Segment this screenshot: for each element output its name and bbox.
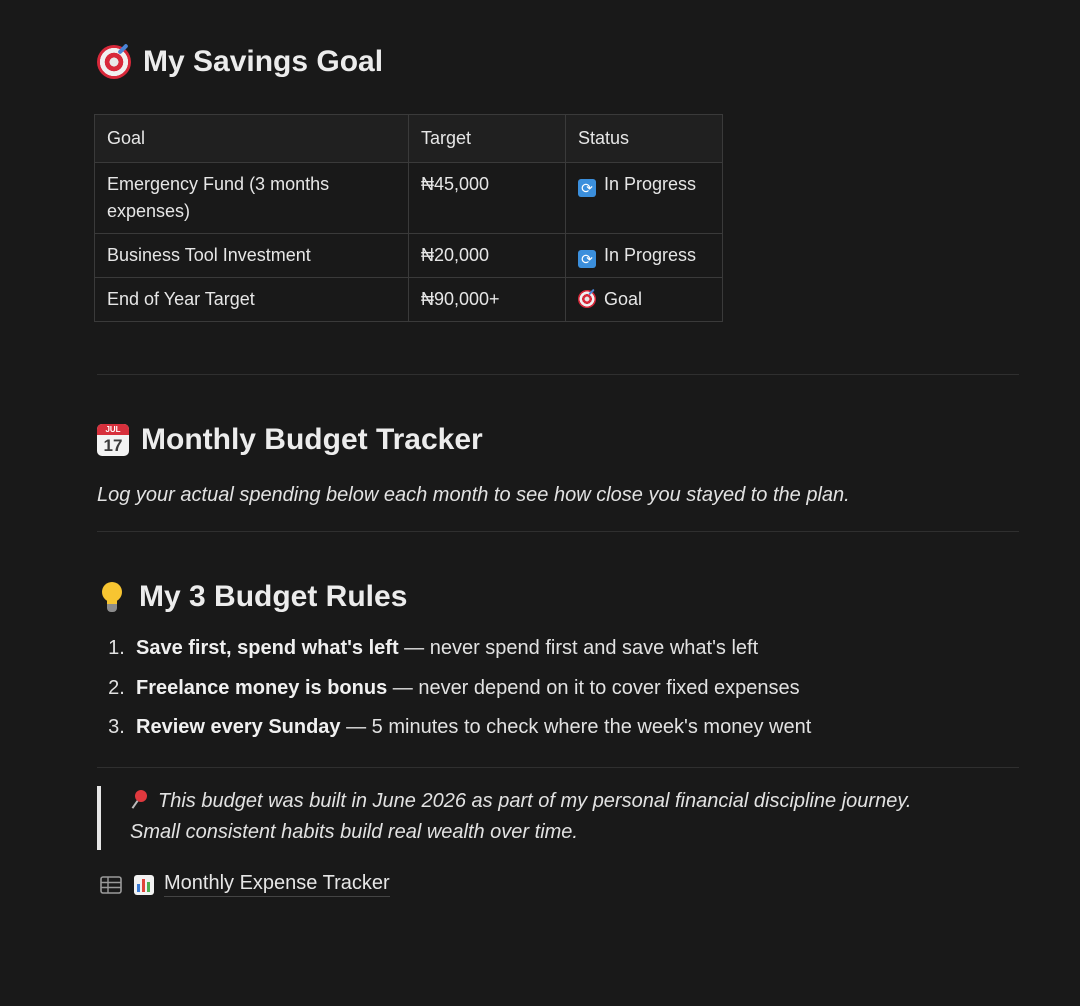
calendar-icon: [97, 424, 129, 456]
rule-rest: — never spend first and save what's left: [398, 637, 759, 659]
header-status[interactable]: Status: [566, 115, 723, 163]
rule-rest: — 5 minutes to check where the week's money went: [340, 716, 812, 738]
callout-quote[interactable]: [97, 786, 997, 850]
table-row: [95, 278, 723, 322]
pushpin-icon: [130, 789, 150, 809]
table-icon: [100, 876, 122, 894]
tracker-note: Log your actual spending below each month to see how close you stayed to the plan.: [97, 484, 850, 506]
divider: [97, 767, 1019, 768]
rule-bold: Freelance money is bonus: [136, 676, 388, 699]
status-cell[interactable]: [566, 278, 723, 322]
target-cell[interactable]: ₦20,000: [409, 234, 566, 278]
table-header-row: [95, 115, 723, 163]
calendar-month: JUL: [97, 424, 129, 435]
refresh-icon: ⟳: [578, 179, 596, 197]
divider: [97, 374, 1019, 375]
header-target[interactable]: Target: [409, 115, 566, 163]
savings-goal-heading: [97, 42, 383, 82]
budget-rules-heading: [97, 577, 407, 617]
callout-line-2: Small consistent habits build real wealth over time.: [130, 821, 578, 843]
rule-text[interactable]: [136, 716, 811, 739]
table-row: [95, 234, 723, 278]
goal-cell[interactable]: Emergency Fund (3 months expenses): [95, 163, 409, 234]
header-goal[interactable]: Goal: [95, 115, 409, 163]
lightbulb-icon: [97, 580, 127, 614]
calendar-day: 17: [103, 436, 123, 455]
list-item: [97, 637, 811, 677]
status-cell[interactable]: [566, 163, 723, 234]
divider: [97, 531, 1019, 532]
goal-cell[interactable]: End of Year Target: [95, 278, 409, 322]
list-item: [97, 716, 811, 756]
target-icon: [97, 45, 131, 79]
status-text: In Progress: [604, 245, 697, 265]
savings-goal-title: My Savings Goal: [143, 45, 384, 78]
rule-bold: Review every Sunday: [136, 716, 341, 738]
target-cell[interactable]: ₦45,000: [409, 163, 566, 234]
target-cell[interactable]: ₦90,000+: [409, 278, 566, 322]
refresh-icon: ⟳: [578, 250, 596, 268]
goal-cell[interactable]: Business Tool Investment: [95, 234, 409, 278]
database-link[interactable]: [100, 872, 390, 897]
bar-chart-icon: [134, 875, 154, 895]
rule-text[interactable]: [136, 677, 800, 700]
database-link-title[interactable]: Monthly Expense Tracker: [164, 872, 390, 897]
list-number: 2.: [108, 676, 125, 699]
status-text: In Progress: [604, 174, 697, 194]
rule-bold: Save first, spend what's left: [136, 637, 399, 659]
rule-rest: — never depend on it to cover fixed expenses: [387, 676, 800, 699]
list-number: 3.: [108, 716, 125, 738]
status-text: Goal: [604, 289, 643, 309]
callout-line-1: This budget was built in June 2026 as part of my personal financial discipline journey.: [158, 790, 912, 812]
status-cell[interactable]: [566, 234, 723, 278]
list-number: 1.: [108, 637, 125, 659]
target-icon: [578, 290, 596, 308]
rule-text[interactable]: [136, 637, 758, 660]
savings-goal-table: [94, 114, 723, 322]
budget-tracker-heading: [97, 420, 483, 460]
list-item: [97, 677, 811, 717]
budget-tracker-title: Monthly Budget Tracker: [141, 423, 483, 456]
budget-rules-title: My 3 Budget Rules: [139, 580, 408, 613]
budget-rules-list: [97, 637, 811, 756]
table-row: [95, 163, 723, 234]
